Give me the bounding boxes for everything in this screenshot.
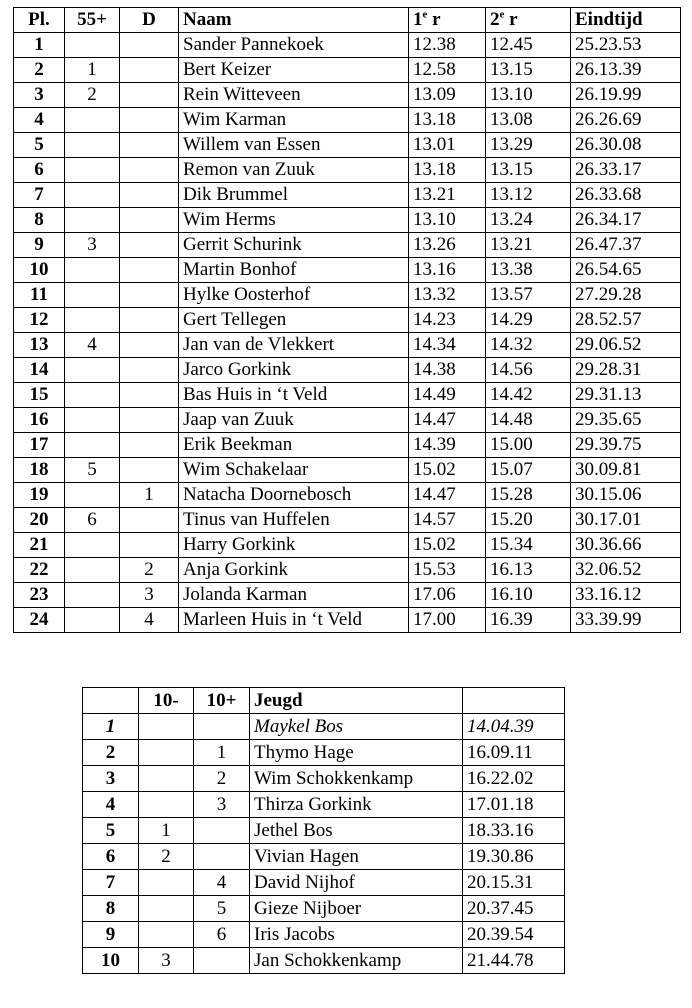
- youth-place-cell: 3: [83, 766, 139, 792]
- table-row: [14, 158, 681, 183]
- place-cell: 18: [14, 458, 65, 483]
- round-2-cell: 13.08: [486, 108, 571, 133]
- header-d: D: [120, 8, 179, 33]
- round-1-cell: 13.16: [409, 258, 486, 283]
- final-time-cell: 26.33.17: [571, 158, 681, 183]
- youth-place-cell: 8: [83, 896, 139, 922]
- rank-55plus-cell: [65, 433, 120, 458]
- place-cell: 21: [14, 533, 65, 558]
- youth-header-10min: 10-: [139, 688, 194, 714]
- rank-55plus-cell: [65, 583, 120, 608]
- name-cell: Bert Keizer: [179, 58, 409, 83]
- round-2-cell: 13.12: [486, 183, 571, 208]
- round-1-cell: 14.34: [409, 333, 486, 358]
- place-cell: 2: [14, 58, 65, 83]
- youth-place-cell: 9: [83, 922, 139, 948]
- rank-10plus-cell: 5: [194, 896, 250, 922]
- table-row: [14, 583, 681, 608]
- place-cell: 8: [14, 208, 65, 233]
- table-row: [14, 608, 681, 633]
- header-pl: Pl.: [14, 8, 65, 33]
- header-eindtijd: Eindtijd: [571, 8, 681, 33]
- rank-10min-cell: [139, 766, 194, 792]
- table-row: [14, 358, 681, 383]
- round-1-cell: 17.00: [409, 608, 486, 633]
- place-cell: 11: [14, 283, 65, 308]
- round-2-cell: 13.15: [486, 58, 571, 83]
- round-2-cell: 14.56: [486, 358, 571, 383]
- youth-name-cell: Maykel Bos: [250, 714, 463, 740]
- youth-place-cell: 7: [83, 870, 139, 896]
- table-row: [14, 308, 681, 333]
- rank-10plus-cell: 2: [194, 766, 250, 792]
- rank-55plus-cell: 5: [65, 458, 120, 483]
- rank-55plus-cell: [65, 133, 120, 158]
- round-2-cell: 13.15: [486, 158, 571, 183]
- table-row: [14, 483, 681, 508]
- rank-10plus-cell: 4: [194, 870, 250, 896]
- final-time-cell: 26.19.99: [571, 83, 681, 108]
- rank-dames-cell: 3: [120, 583, 179, 608]
- youth-place-cell: 2: [83, 740, 139, 766]
- youth-time-cell: 16.09.11: [463, 740, 565, 766]
- place-cell: 3: [14, 83, 65, 108]
- name-cell: Remon van Zuuk: [179, 158, 409, 183]
- youth-time-cell: 20.37.45: [463, 896, 565, 922]
- final-time-cell: 33.39.99: [571, 608, 681, 633]
- final-time-cell: 29.31.13: [571, 383, 681, 408]
- rank-dames-cell: [120, 158, 179, 183]
- header-ronde-1: 1e r: [409, 8, 486, 33]
- round-2-cell: 12.45: [486, 33, 571, 58]
- rank-dames-cell: 2: [120, 558, 179, 583]
- rank-dames-cell: [120, 258, 179, 283]
- name-cell: Wim Herms: [179, 208, 409, 233]
- youth-time-cell: 16.22.02: [463, 766, 565, 792]
- final-time-cell: 25.23.53: [571, 33, 681, 58]
- rank-dames-cell: [120, 358, 179, 383]
- table-row: [83, 922, 565, 948]
- rank-10min-cell: 1: [139, 818, 194, 844]
- rank-10min-cell: 3: [139, 948, 194, 974]
- place-cell: 10: [14, 258, 65, 283]
- youth-time-cell: 18.33.16: [463, 818, 565, 844]
- round-1-cell: 12.58: [409, 58, 486, 83]
- place-cell: 7: [14, 183, 65, 208]
- name-cell: Jaap van Zuuk: [179, 408, 409, 433]
- name-cell: Gerrit Schurink: [179, 233, 409, 258]
- round-1-cell: 14.38: [409, 358, 486, 383]
- name-cell: Marleen Huis in ‘t Veld: [179, 608, 409, 633]
- round-2-cell: 16.10: [486, 583, 571, 608]
- round-2-cell: 13.24: [486, 208, 571, 233]
- youth-name-cell: Vivian Hagen: [250, 844, 463, 870]
- final-time-cell: 29.35.65: [571, 408, 681, 433]
- final-time-cell: 30.17.01: [571, 508, 681, 533]
- round-1-cell: 12.38: [409, 33, 486, 58]
- youth-time-cell: 14.04.39: [463, 714, 565, 740]
- final-time-cell: 33.16.12: [571, 583, 681, 608]
- round-2-cell: 15.20: [486, 508, 571, 533]
- round-1-cell: 14.39: [409, 433, 486, 458]
- round-2-cell: 13.38: [486, 258, 571, 283]
- youth-name-cell: Jethel Bos: [250, 818, 463, 844]
- header-ronde-2: 2e r: [486, 8, 571, 33]
- header-naam: Naam: [179, 8, 409, 33]
- table-row: [14, 233, 681, 258]
- round-2-cell: 13.57: [486, 283, 571, 308]
- place-cell: 23: [14, 583, 65, 608]
- rank-dames-cell: [120, 433, 179, 458]
- rank-dames-cell: [120, 58, 179, 83]
- place-cell: 24: [14, 608, 65, 633]
- rank-10min-cell: [139, 714, 194, 740]
- rank-dames-cell: 1: [120, 483, 179, 508]
- rank-55plus-cell: [65, 33, 120, 58]
- table-row: [14, 58, 681, 83]
- youth-place-cell: 4: [83, 792, 139, 818]
- header-55plus: 55+: [65, 8, 120, 33]
- table-row: [14, 333, 681, 358]
- final-time-cell: 30.09.81: [571, 458, 681, 483]
- rank-55plus-cell: 3: [65, 233, 120, 258]
- rank-10plus-cell: [194, 714, 250, 740]
- rank-55plus-cell: [65, 283, 120, 308]
- table-row: [14, 258, 681, 283]
- place-cell: 14: [14, 358, 65, 383]
- rank-dames-cell: [120, 308, 179, 333]
- rank-55plus-cell: [65, 308, 120, 333]
- table-row: [83, 792, 565, 818]
- name-cell: Rein Witteveen: [179, 83, 409, 108]
- name-cell: Hylke Oosterhof: [179, 283, 409, 308]
- results-header-row: [14, 8, 681, 33]
- round-1-cell: 13.10: [409, 208, 486, 233]
- rank-dames-cell: [120, 33, 179, 58]
- rank-10min-cell: [139, 922, 194, 948]
- round-2-cell: 15.00: [486, 433, 571, 458]
- rank-dames-cell: [120, 533, 179, 558]
- place-cell: 17: [14, 433, 65, 458]
- name-cell: Wim Schakelaar: [179, 458, 409, 483]
- rank-dames-cell: 4: [120, 608, 179, 633]
- rank-55plus-cell: [65, 183, 120, 208]
- table-row: [83, 844, 565, 870]
- youth-place-cell: 6: [83, 844, 139, 870]
- rank-10min-cell: [139, 870, 194, 896]
- place-cell: 22: [14, 558, 65, 583]
- round-1-cell: 13.09: [409, 83, 486, 108]
- final-time-cell: 26.13.39: [571, 58, 681, 83]
- rank-dames-cell: [120, 233, 179, 258]
- youth-name-cell: Gieze Nijboer: [250, 896, 463, 922]
- place-cell: 9: [14, 233, 65, 258]
- round-2-cell: 13.21: [486, 233, 571, 258]
- place-cell: 13: [14, 333, 65, 358]
- name-cell: Gert Tellegen: [179, 308, 409, 333]
- table-row: [14, 283, 681, 308]
- results-table: [13, 7, 681, 633]
- table-row: [14, 408, 681, 433]
- rank-55plus-cell: [65, 608, 120, 633]
- round-1-cell: 13.01: [409, 133, 486, 158]
- youth-results-table: [82, 687, 565, 974]
- table-row: [14, 508, 681, 533]
- round-2-cell: 15.28: [486, 483, 571, 508]
- youth-name-cell: Thirza Gorkink: [250, 792, 463, 818]
- rank-55plus-cell: 2: [65, 83, 120, 108]
- rank-55plus-cell: [65, 108, 120, 133]
- rank-10min-cell: 2: [139, 844, 194, 870]
- name-cell: Jolanda Karman: [179, 583, 409, 608]
- place-cell: 15: [14, 383, 65, 408]
- youth-time-cell: 19.30.86: [463, 844, 565, 870]
- round-2-cell: 15.07: [486, 458, 571, 483]
- rank-10plus-cell: [194, 818, 250, 844]
- rank-55plus-cell: [65, 383, 120, 408]
- final-time-cell: 27.29.28: [571, 283, 681, 308]
- table-row: [14, 108, 681, 133]
- round-2-cell: 14.29: [486, 308, 571, 333]
- rank-55plus-cell: [65, 158, 120, 183]
- rank-dames-cell: [120, 408, 179, 433]
- youth-time-cell: 21.44.78: [463, 948, 565, 974]
- name-cell: Martin Bonhof: [179, 258, 409, 283]
- round-2-cell: 16.13: [486, 558, 571, 583]
- round-2-cell: 14.42: [486, 383, 571, 408]
- name-cell: Anja Gorkink: [179, 558, 409, 583]
- name-cell: Natacha Doornebosch: [179, 483, 409, 508]
- rank-10plus-cell: 6: [194, 922, 250, 948]
- youth-header-jeugd: Jeugd: [250, 688, 463, 714]
- rank-55plus-cell: [65, 208, 120, 233]
- table-row: [14, 433, 681, 458]
- table-row: [14, 183, 681, 208]
- rank-dames-cell: [120, 83, 179, 108]
- youth-place-cell: 1: [83, 714, 139, 740]
- place-cell: 4: [14, 108, 65, 133]
- rank-dames-cell: [120, 208, 179, 233]
- round-1-cell: 13.26: [409, 233, 486, 258]
- round-1-cell: 14.47: [409, 483, 486, 508]
- youth-place-cell: 10: [83, 948, 139, 974]
- round-1-cell: 15.53: [409, 558, 486, 583]
- round-1-cell: 14.49: [409, 383, 486, 408]
- round-1-cell: 14.47: [409, 408, 486, 433]
- rank-10plus-cell: [194, 844, 250, 870]
- table-row: [14, 533, 681, 558]
- round-1-cell: 13.32: [409, 283, 486, 308]
- table-row: [14, 458, 681, 483]
- youth-header-10plus: 10+: [194, 688, 250, 714]
- place-cell: 20: [14, 508, 65, 533]
- rank-dames-cell: [120, 508, 179, 533]
- rank-dames-cell: [120, 383, 179, 408]
- name-cell: Sander Pannekoek: [179, 33, 409, 58]
- final-time-cell: 29.06.52: [571, 333, 681, 358]
- youth-time-cell: 17.01.18: [463, 792, 565, 818]
- youth-name-cell: David Nijhof: [250, 870, 463, 896]
- rank-10min-cell: [139, 896, 194, 922]
- rank-55plus-cell: [65, 533, 120, 558]
- table-row: [14, 208, 681, 233]
- name-cell: Erik Beekman: [179, 433, 409, 458]
- round-1-cell: 15.02: [409, 458, 486, 483]
- round-1-cell: 14.23: [409, 308, 486, 333]
- round-2-cell: 13.29: [486, 133, 571, 158]
- rank-10plus-cell: [194, 948, 250, 974]
- place-cell: 19: [14, 483, 65, 508]
- rank-dames-cell: [120, 333, 179, 358]
- name-cell: Wim Karman: [179, 108, 409, 133]
- place-cell: 6: [14, 158, 65, 183]
- rank-55plus-cell: [65, 258, 120, 283]
- round-2-cell: 16.39: [486, 608, 571, 633]
- rank-dames-cell: [120, 183, 179, 208]
- place-cell: 16: [14, 408, 65, 433]
- final-time-cell: 28.52.57: [571, 308, 681, 333]
- rank-55plus-cell: [65, 358, 120, 383]
- table-row: [14, 83, 681, 108]
- rank-55plus-cell: [65, 483, 120, 508]
- rank-55plus-cell: [65, 408, 120, 433]
- place-cell: 5: [14, 133, 65, 158]
- round-2-cell: 13.10: [486, 83, 571, 108]
- rank-10min-cell: [139, 792, 194, 818]
- table-row: [83, 870, 565, 896]
- table-row: [83, 740, 565, 766]
- youth-header-row: [83, 688, 565, 714]
- rank-10plus-cell: 3: [194, 792, 250, 818]
- name-cell: Harry Gorkink: [179, 533, 409, 558]
- youth-time-cell: 20.15.31: [463, 870, 565, 896]
- rank-55plus-cell: 4: [65, 333, 120, 358]
- round-2-cell: 14.48: [486, 408, 571, 433]
- table-row: [83, 818, 565, 844]
- youth-name-cell: Wim Schokkenkamp: [250, 766, 463, 792]
- place-cell: 1: [14, 33, 65, 58]
- final-time-cell: 26.33.68: [571, 183, 681, 208]
- table-row: [83, 948, 565, 974]
- round-1-cell: 14.57: [409, 508, 486, 533]
- final-time-cell: 26.26.69: [571, 108, 681, 133]
- name-cell: Jarco Gorkink: [179, 358, 409, 383]
- table-row: [14, 33, 681, 58]
- youth-name-cell: Iris Jacobs: [250, 922, 463, 948]
- rank-dames-cell: [120, 458, 179, 483]
- name-cell: Bas Huis in ‘t Veld: [179, 383, 409, 408]
- table-row: [83, 896, 565, 922]
- name-cell: Tinus van Huffelen: [179, 508, 409, 533]
- round-1-cell: 13.21: [409, 183, 486, 208]
- table-row: [14, 383, 681, 408]
- final-time-cell: 26.34.17: [571, 208, 681, 233]
- final-time-cell: 26.47.37: [571, 233, 681, 258]
- youth-header-tijd: [463, 688, 565, 714]
- place-cell: 12: [14, 308, 65, 333]
- youth-place-cell: 5: [83, 818, 139, 844]
- final-time-cell: 29.39.75: [571, 433, 681, 458]
- rank-dames-cell: [120, 133, 179, 158]
- rank-dames-cell: [120, 108, 179, 133]
- final-time-cell: 29.28.31: [571, 358, 681, 383]
- name-cell: Jan van de Vlekkert: [179, 333, 409, 358]
- final-time-cell: 26.54.65: [571, 258, 681, 283]
- youth-name-cell: Thymo Hage: [250, 740, 463, 766]
- table-row: [83, 766, 565, 792]
- final-time-cell: 30.15.06: [571, 483, 681, 508]
- round-1-cell: 13.18: [409, 108, 486, 133]
- rank-55plus-cell: [65, 558, 120, 583]
- table-row: [83, 714, 565, 740]
- rank-10plus-cell: 1: [194, 740, 250, 766]
- final-time-cell: 26.30.08: [571, 133, 681, 158]
- table-row: [14, 133, 681, 158]
- round-2-cell: 14.32: [486, 333, 571, 358]
- round-1-cell: 13.18: [409, 158, 486, 183]
- youth-time-cell: 20.39.54: [463, 922, 565, 948]
- rank-55plus-cell: 1: [65, 58, 120, 83]
- youth-name-cell: Jan Schokkenkamp: [250, 948, 463, 974]
- rank-dames-cell: [120, 283, 179, 308]
- table-row: [14, 558, 681, 583]
- rank-55plus-cell: 6: [65, 508, 120, 533]
- youth-header-pl: [83, 688, 139, 714]
- name-cell: Dik Brummel: [179, 183, 409, 208]
- final-time-cell: 32.06.52: [571, 558, 681, 583]
- final-time-cell: 30.36.66: [571, 533, 681, 558]
- round-1-cell: 15.02: [409, 533, 486, 558]
- round-1-cell: 17.06: [409, 583, 486, 608]
- name-cell: Willem van Essen: [179, 133, 409, 158]
- round-2-cell: 15.34: [486, 533, 571, 558]
- rank-10min-cell: [139, 740, 194, 766]
